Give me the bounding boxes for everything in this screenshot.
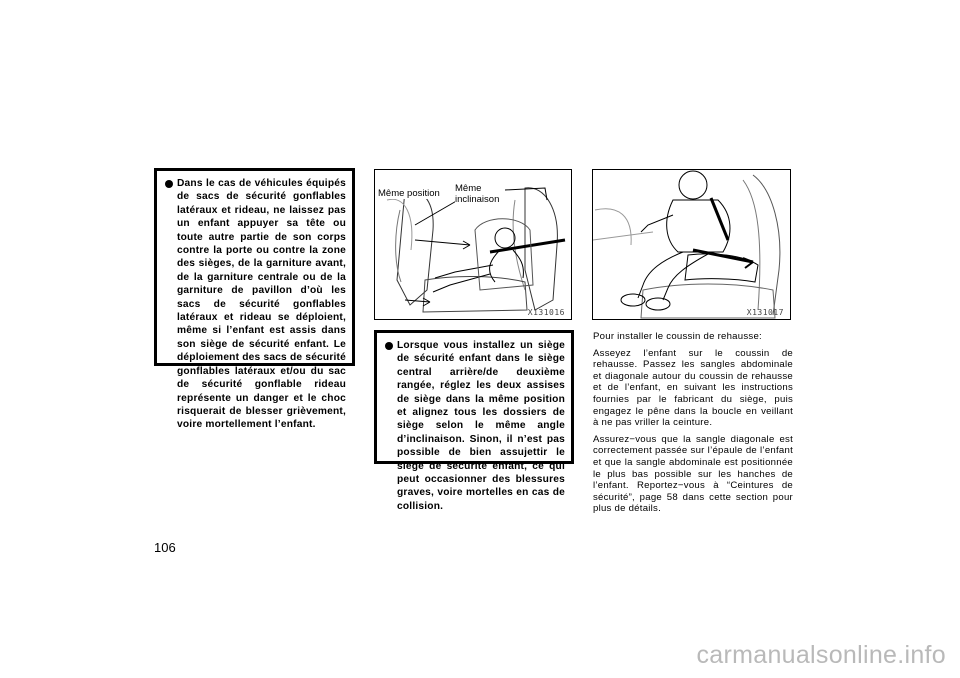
bullet-icon (165, 180, 173, 188)
warning-box-left (154, 168, 355, 431)
figure-seat-alignment (374, 169, 572, 320)
figure-code: X131017 (746, 308, 784, 317)
warning-text-middle: Lorsque vous installez un siège de sécurité enfant dans le siège central arrière/de deuxième rangée, réglez les deux assises de siège dans la même position et alignez tous les dossiers de siège selon le même angle d’inclinaison. Sinon, il n’est pas possible de bien assujettir le siège de sécurité enfant, ce qui peut occasionner des blessures graves, voire mortelles en cas de collision. (385, 339, 565, 513)
paragraph-1: Asseyez l’enfant sur le coussin de rehausse. Passez les sangles abdominale et diagonale autour du coussin de rehausse et de l’enfant, en suivant les instructions fournies par le fabricant du siège, puis engagez le pêne dans la boucle en veillant à ne pas vriller la ceinture. (593, 347, 793, 429)
figure-code: X131016 (527, 308, 565, 317)
intro-paragraph: Pour installer le coussin de rehausse: (593, 331, 762, 342)
warning-text-left: Dans le cas de véhicules équipés de sacs de sécurité gonflables latéraux et rideau, ne laissez pas un enfant appuyer sa tête ou toute autre partie de son corps contre la porte ou contre la zone des sièges, de la garniture avant, de la garniture centrale ou de la garniture de pavillon d’où les sacs de sécurité gonflables latéraux et rideau se déploient, même si l’enfant est assis dans son siège de sécurité enfant. Le déploiement des sacs de sécurité gonflables latéraux et/ou du sac de sécurité gonflable rideau représente un danger et le choc risquerait de blesser grièvement, voire mortellement l’enfant. (165, 177, 346, 432)
warning-box-middle (374, 330, 574, 512)
booster-illustration (593, 170, 790, 319)
label-meme-position: Même position (378, 188, 440, 199)
watermark: carmanualsonline.info (696, 641, 946, 669)
bullet-icon (385, 342, 393, 350)
paragraph-2: Assurez−vous que la sangle diagonale est correctement passée sur l’épaule de l’enfant et que la sangle abdominale est positionnée le plus bas possible sur les hanches de l’enfant. Reportez−vous à “Ceintures de sécurité”, page 58 dans cette section pour plus de détails. (593, 433, 793, 515)
instructions-column (593, 331, 793, 520)
figure-booster-cushion (592, 169, 791, 320)
label-meme-inclinaison: Même inclinaison (455, 183, 500, 205)
page-number: 106 (154, 540, 176, 555)
